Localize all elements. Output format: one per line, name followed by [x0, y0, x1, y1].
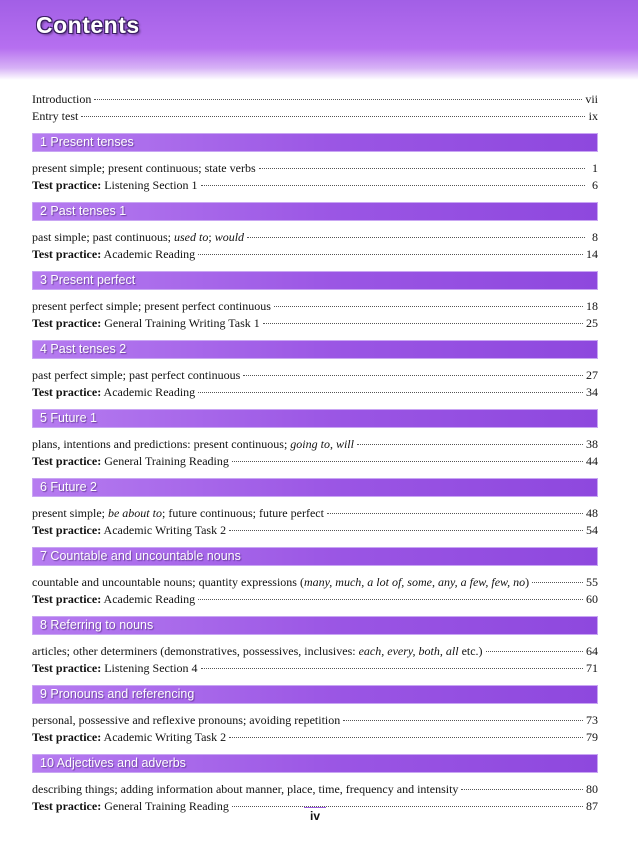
toc-entry-test-practice[interactable] [32, 591, 598, 608]
unit-heading: 7 Countable and uncountable nouns [40, 549, 241, 563]
unit-section [32, 754, 598, 815]
topic-italic: be about to [107, 506, 162, 520]
toc-entry-page: 79 [586, 730, 598, 744]
topic-text: past simple; past continuous; [32, 230, 174, 244]
unit-heading: 9 Pronouns and referencing [40, 687, 195, 701]
toc-entry-topic[interactable] [32, 781, 598, 798]
unit-section [32, 409, 598, 470]
toc-entry-test-practice[interactable] [32, 177, 598, 194]
page-title: Contents [36, 12, 140, 38]
toc-entry-page: 80 [586, 782, 598, 796]
dot-leader [198, 254, 583, 255]
toc-entry-test-practice[interactable] [32, 384, 598, 401]
toc-entry-page: vii [585, 92, 598, 106]
topic-text: plans, intentions and predictions: present continuous; [32, 437, 291, 451]
toc-entry-page: 38 [586, 437, 598, 451]
unit-heading-bar[interactable] [32, 547, 598, 566]
test-practice-label: Test practice: [32, 661, 102, 675]
toc-entry-page: 87 [586, 799, 598, 813]
test-practice-label: Test practice: [32, 799, 102, 813]
topic-italic: will [335, 437, 354, 451]
unit-section [32, 340, 598, 401]
test-practice-text: General Training Reading [104, 454, 229, 468]
toc-entry-page: 55 [586, 575, 598, 589]
topic-text: countable and uncountable nouns; quantity expressions ( [32, 575, 304, 589]
unit-heading-bar[interactable] [32, 340, 598, 359]
unit-section [32, 547, 598, 608]
toc-entry-topic[interactable] [32, 712, 598, 729]
dot-leader [486, 651, 583, 652]
unit-heading-bar[interactable] [32, 409, 598, 428]
test-practice-label: Test practice: [32, 178, 102, 192]
test-practice-text: Academic Writing Task 2 [103, 523, 227, 537]
toc-entry-label: past perfect simple; past perfect continuous [32, 368, 241, 382]
dot-leader [198, 392, 583, 393]
toc-entry-entry-test[interactable] [32, 108, 598, 125]
topic-italic: many, much, a lot of, some, any, a few, few, no [303, 575, 526, 589]
toc-entry-test-practice[interactable] [32, 522, 598, 539]
toc-entry-page: 27 [586, 368, 598, 382]
test-practice-label: Test practice: [32, 316, 102, 330]
test-practice-label: Test practice: [32, 523, 102, 537]
unit-section [32, 478, 598, 539]
unit-heading: 6 Future 2 [40, 480, 97, 494]
toc-entry-test-practice[interactable] [32, 729, 598, 746]
toc-entry-label: Entry test [32, 109, 79, 123]
dot-leader [259, 168, 585, 169]
dot-leader [357, 444, 583, 445]
toc-entry-introduction[interactable] [32, 91, 598, 108]
unit-heading-bar[interactable] [32, 478, 598, 497]
dot-leader [343, 720, 583, 721]
toc-entry-page: 44 [586, 454, 598, 468]
test-practice-text: General Training Reading [104, 799, 229, 813]
toc-entry-label: present perfect simple; present perfect continuous [32, 299, 271, 313]
topic-text: ; [208, 230, 215, 244]
toc-entry-page: 14 [586, 247, 598, 261]
test-practice-text: Academic Writing Task 2 [103, 730, 227, 744]
toc-entry-label: describing things; adding information about manner, place, time, frequency and intensity [32, 782, 459, 796]
unit-heading: 4 Past tenses 2 [40, 342, 127, 356]
dot-leader [274, 306, 583, 307]
dot-leader [327, 513, 583, 514]
toc-entry-page: 1 [592, 161, 598, 175]
toc-entry-topic[interactable] [32, 436, 598, 453]
test-practice-text: Academic Reading [103, 592, 196, 606]
toc-entry-page: ix [588, 109, 598, 123]
unit-section [32, 202, 598, 263]
toc-entry-page: 71 [586, 661, 598, 675]
topic-italic: used to [174, 230, 209, 244]
dot-leader [532, 582, 583, 583]
toc-entry-page: 8 [592, 230, 598, 244]
dot-leader [232, 461, 583, 462]
unit-heading: 3 Present perfect [40, 273, 136, 287]
toc-entry-topic[interactable] [32, 367, 598, 384]
toc-entry-test-practice[interactable] [32, 315, 598, 332]
toc-entry-label: present simple; present continuous; state verbs [32, 161, 256, 175]
test-practice-label: Test practice: [32, 385, 102, 399]
test-practice-text: Academic Reading [103, 385, 196, 399]
test-practice-text: Listening Section 4 [104, 661, 198, 675]
toc-entry-page: 54 [586, 523, 598, 537]
unit-heading-bar[interactable] [32, 133, 598, 152]
topic-text: ) [525, 575, 530, 589]
toc-entry-label: Introduction [32, 92, 92, 106]
unit-section [32, 133, 598, 194]
toc-entry-page: 34 [586, 385, 598, 399]
toc-entry-topic[interactable] [32, 229, 598, 246]
dot-leader [201, 185, 585, 186]
dot-leader [229, 737, 583, 738]
toc-entry-topic[interactable] [32, 298, 598, 315]
unit-section [32, 685, 598, 746]
test-practice-text: Listening Section 1 [104, 178, 198, 192]
dot-leader [461, 789, 583, 790]
topic-italic: would [214, 230, 245, 244]
unit-heading-bar[interactable] [32, 202, 598, 221]
page-number: iv [304, 807, 326, 823]
contents-header-band [0, 0, 638, 80]
toc-entry-test-practice[interactable] [32, 246, 598, 263]
dot-leader [247, 237, 585, 238]
unit-heading: 1 Present tenses [40, 135, 134, 149]
dot-leader [198, 599, 583, 600]
test-practice-label: Test practice: [32, 730, 102, 744]
topic-text: articles; other determiners (demonstratives, possessives, inclusives: [32, 644, 359, 658]
unit-section [32, 271, 598, 332]
toc-entry-topic[interactable] [32, 505, 598, 522]
test-practice-text: General Training Writing Task 1 [104, 316, 260, 330]
topic-text: , [329, 437, 336, 451]
test-practice-label: Test practice: [32, 454, 102, 468]
toc-entry-label: personal, possessive and reflexive pronouns; avoiding repetition [32, 713, 341, 727]
unit-heading: 5 Future 1 [40, 411, 97, 425]
topic-italic: going to [290, 437, 330, 451]
unit-heading: 8 Referring to nouns [40, 618, 154, 632]
toc-entry-page: 6 [592, 178, 598, 192]
dot-leader [81, 116, 585, 117]
unit-section [32, 616, 598, 677]
topic-text: ; future continuous; future perfect [161, 506, 324, 520]
toc-entry-page: 64 [586, 644, 598, 658]
unit-heading-bar[interactable] [32, 754, 598, 773]
dot-leader [94, 99, 582, 100]
dot-leader [229, 530, 583, 531]
toc-entry-page: 18 [586, 299, 598, 313]
toc-entry-test-practice[interactable] [32, 453, 598, 470]
toc-entry-page: 73 [586, 713, 598, 727]
topic-text: etc.) [458, 644, 483, 658]
toc-entry-topic[interactable] [32, 574, 598, 591]
contents-list [32, 91, 598, 823]
test-practice-label: Test practice: [32, 592, 102, 606]
unit-heading: 2 Past tenses 1 [40, 204, 127, 218]
unit-heading: 10 Adjectives and adverbs [40, 756, 186, 770]
toc-entry-test-practice[interactable] [32, 660, 598, 677]
test-practice-label: Test practice: [32, 247, 102, 261]
dot-leader [243, 375, 583, 376]
unit-heading-bar[interactable] [32, 685, 598, 704]
dot-leader [263, 323, 583, 324]
toc-entry-page: 60 [586, 592, 598, 606]
unit-heading-bar[interactable] [32, 271, 598, 290]
toc-entry-topic[interactable] [32, 160, 598, 177]
dot-leader [232, 806, 583, 807]
toc-entry-topic[interactable] [32, 643, 598, 660]
unit-heading-bar[interactable] [32, 616, 598, 635]
dot-leader [201, 668, 583, 669]
toc-entry-page: 48 [586, 506, 598, 520]
topic-italic: each, every, both, all [358, 644, 459, 658]
topic-text: present simple; [32, 506, 108, 520]
test-practice-text: Academic Reading [103, 247, 196, 261]
toc-entry-page: 25 [586, 316, 598, 330]
